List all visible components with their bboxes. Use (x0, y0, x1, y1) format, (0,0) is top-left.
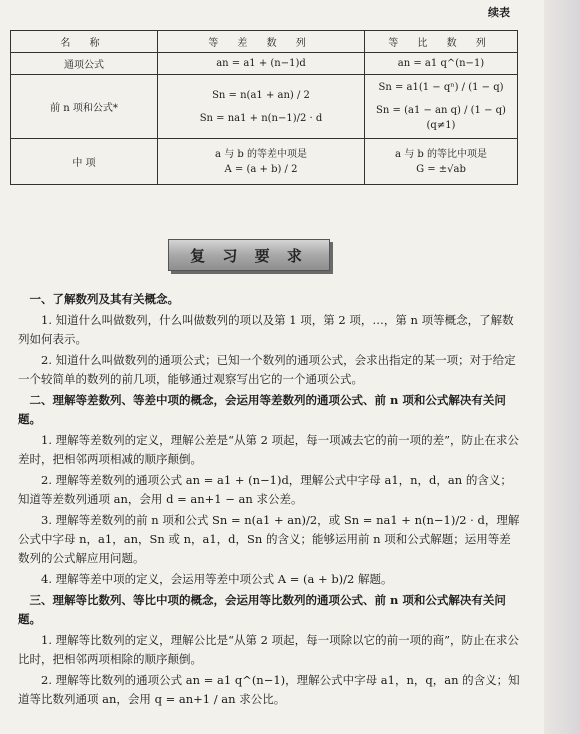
arithmetic-cell (158, 53, 365, 75)
header-name: 名 称 (11, 31, 158, 53)
table-row (11, 53, 518, 75)
paragraph: 2. 理解等比数列的通项公式 an = a1 q^(n−1)，理解公式中字母 a1，n，q，an 的含义；知道等比数列通项 an，会用 q = an+1 / an 求公比。 (18, 673, 520, 706)
continued-label: 续表 (488, 6, 510, 19)
formula: A = (a + b) / 2 (224, 163, 298, 175)
paragraph: 2. 理解等差数列的通项公式 an = a1 + (n−1)d，理解公式中字母 a1，n，d，an 的含义；知道等差数列通项 an，会用 d = an+1 − an 求公差。 (18, 473, 512, 506)
formula: Sn = a1(1 − qⁿ) / (1 − q) (378, 82, 504, 93)
review-requirements (18, 290, 522, 711)
arithmetic-cell (158, 139, 365, 185)
formula: G = ±√ab (416, 163, 466, 175)
page-edge-strip (544, 0, 580, 734)
formula-caption: a 与 b 的等差中项是 (215, 148, 307, 160)
table-header-row (11, 31, 518, 53)
table-row (11, 75, 518, 139)
paragraph: 1. 知道什么叫做数列，什么叫做数列的项以及第 1 项，第 2 项，…，第 n 项等概念，了解数列如何表示。 (18, 313, 514, 346)
section-heading: 二、理解等差数列、等差中项的概念，会运用等差数列的通项公式、前 n 项和公式解决有关问题。 (18, 393, 506, 426)
geometric-cell (365, 53, 518, 75)
paragraph: 1. 理解等比数列的定义，理解公比是“从第 2 项起，每一项除以它的前一项的商”，防止在求公比时，把相邻两项相除的顺序颠倒。 (18, 633, 520, 666)
header-geometric: 等 比 数 列 (365, 31, 518, 53)
formula: Sn = (a1 − an q) / (1 − q) (q≠1) (376, 105, 506, 131)
formula: an = a1 q^(n−1) (397, 58, 485, 69)
arithmetic-cell (158, 75, 365, 139)
formula: Sn = n(a1 + an) / 2 (212, 89, 310, 101)
paragraph: 2. 知道什么叫做数列的通项公式；已知一个数列的通项公式，会求出指定的某一项；对于给定一个较简单的数列的前几项，能够通过观察写出它的一个通项公式。 (18, 353, 516, 386)
geometric-cell (365, 139, 518, 185)
geometric-cell (365, 75, 518, 139)
formula-caption: a 与 b 的等比中项是 (395, 148, 487, 160)
formula: an = a1 + (n−1)d (216, 58, 306, 69)
paragraph: 4. 理解等差中项的定义，会运用等差中项公式 A = (a + b)/2 解题。 (41, 572, 393, 586)
section-banner: 复 习 要 求 (168, 239, 330, 271)
section-heading: 三、理解等比数列、等比中项的概念，会运用等比数列的通项公式、前 n 项和公式解决有关问题。 (18, 593, 506, 626)
row-name: 中 项 (11, 139, 158, 185)
row-name: 前 n 项和公式* (11, 75, 158, 139)
paragraph: 3. 理解等差数列的前 n 项和公式 Sn = n(a1 + an)/2，或 Sn = na1 + n(n−1)/2 · d，理解公式中字母 n，a1，an，Sn 或 n，a1，d，Sn 的含义；能够运用前 n 项和公式解题；运用等差数列的公式解应用问题。 (18, 513, 520, 565)
table-row (11, 139, 518, 185)
formula: Sn = na1 + n(n−1)/2 · d (199, 112, 323, 124)
paragraph: 1. 理解等差数列的定义，理解公差是“从第 2 项起，每一项减去它的前一项的差”，防止在求公差时，把相邻两项相减的顺序颠倒。 (18, 433, 520, 466)
header-arithmetic: 等 差 数 列 (158, 31, 365, 53)
row-name: 通项公式 (11, 53, 158, 75)
section-heading: 一、了解数列及其有关概念。 (29, 292, 179, 306)
formula-table (10, 30, 518, 185)
